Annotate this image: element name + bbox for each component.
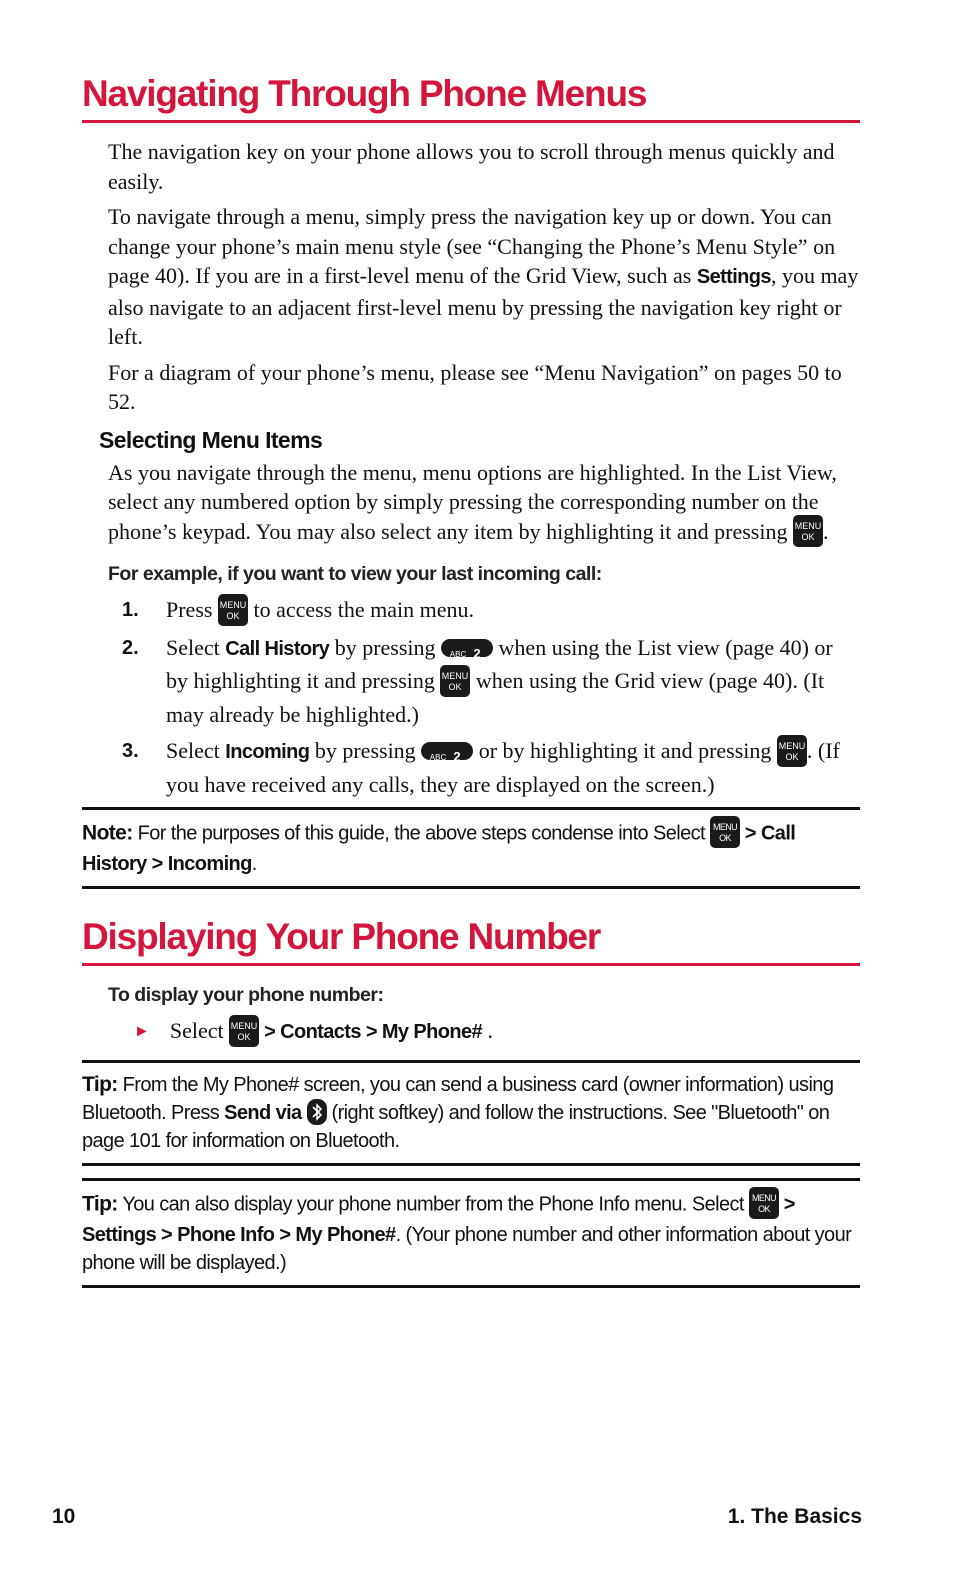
menu-ok-key-icon (793, 515, 823, 547)
incoming-label: Incoming (225, 741, 310, 764)
note-path: > Call History > Incoming (82, 822, 796, 876)
step-item: 3. Select Incoming by pressing ABC 2 or by highlighting it and pressing MENU OK . (If you have received any calls, they are displayed on the screen.) (122, 735, 860, 801)
settings-label: Settings (696, 266, 771, 288)
paragraph-diagram-ref: For a diagram of your phone’s menu, please see “Menu Navigation” on pages 50 to 52. (108, 359, 842, 414)
bullet-item: ► Select MENU OK > Contacts > My Phone# . (134, 1015, 860, 1050)
abc-2-key-icon (421, 742, 473, 765)
example-lead: For example, if you want to view your last incoming call: (108, 563, 602, 586)
svg-text:MENU: MENU (751, 1193, 776, 1204)
svg-text:MENU: MENU (712, 822, 738, 833)
menu-ok-key-icon (749, 1187, 779, 1219)
menu-ok-key-icon (218, 594, 248, 626)
svg-text:OK: OK (785, 752, 799, 763)
svg-text:2: 2 (473, 646, 481, 662)
svg-text:2: 2 (453, 749, 461, 765)
triangle-bullet-icon: ► (134, 1023, 150, 1041)
svg-text:OK: OK (719, 833, 731, 844)
chapter-label: 1. The Basics (727, 1505, 862, 1528)
contacts-path: > Contacts > My Phone# (259, 1021, 483, 1044)
tip-box-phone-info: Tip: You can also display your phone number from the Phone Info menu. Select MENU OK > Settings > Phone Info > My Phone#. (Your phone number and other information about your phone will be displayed.) (82, 1178, 860, 1288)
steps-list (82, 594, 860, 801)
menu-ok-key-icon (229, 1015, 259, 1047)
svg-text:MENU: MENU (230, 1021, 258, 1032)
section-body (108, 137, 860, 417)
tip-box-bluetooth: Tip: From the My Phone# screen, you can send a business card (owner information) using Bluetooth. Press Send via (right softkey) and follow the instructions. See "Bluetooth" on page 101 for information on Bluetooth. (82, 1060, 860, 1166)
svg-text:OK: OK (226, 611, 240, 622)
selecting-body (108, 458, 860, 550)
step-item: 2. Select Call History by pressing ABC 2 when using the List view (page 40) or by highlighting it and pressing MENU OK when using the Grid view (page 40). (It may already be highlighted.) (122, 635, 833, 728)
svg-text:OK: OK (801, 532, 815, 543)
paragraph-selecting: As you navigate through the menu, menu options are highlighted. In the List View, select any numbered option by simply pressing the corresponding number on the phone’s keypad. You may also select any item by highlighting it and pressing MENU OK . (108, 458, 860, 550)
svg-text:OK: OK (237, 1032, 251, 1043)
bluetooth-icon (307, 1099, 327, 1125)
section-title-displaying: Displaying Your Phone Number (82, 915, 860, 966)
section-title-navigating: Navigating Through Phone Menus (82, 72, 860, 123)
paragraph-intro: The navigation key on your phone allows you to scroll through menus quickly and easily. (108, 139, 835, 194)
phone-info-path: > Settings > Phone Info > My Phone# (82, 1193, 795, 1247)
menu-ok-key-icon (777, 735, 807, 767)
svg-text:OK: OK (448, 682, 462, 693)
tip-label: Tip: (82, 1192, 118, 1216)
menu-ok-key-icon (440, 665, 470, 697)
call-history-label: Call History (225, 638, 330, 661)
svg-text:MENU: MENU (442, 671, 469, 682)
menu-ok-key-icon (710, 816, 740, 848)
note-label: Note: (82, 821, 133, 845)
subheading-selecting-menu-items: Selecting Menu Items (99, 426, 323, 453)
display-lead: To display your phone number: (108, 984, 384, 1007)
abc-2-key-icon (441, 639, 493, 662)
svg-text:MENU: MENU (794, 521, 822, 532)
page-number: 10 (52, 1505, 76, 1528)
paragraph-navigate: To navigate through a menu, simply press the navigation key up or down. You can change your phone’s main menu style (see “Changing the Phone’s Menu Style” on page 40). If you are in a first-level menu of the Grid View, such as Settings, you may also navigate to an adjacent first-level menu by pressing the navigation key right or left. (108, 204, 859, 349)
send-via-label: Send via (224, 1102, 302, 1125)
svg-text:ABC: ABC (429, 753, 447, 763)
svg-text:OK: OK (757, 1204, 770, 1215)
step-item: 1. Press MENU OK to access the main menu. (122, 594, 860, 628)
tip-label: Tip: (82, 1073, 118, 1097)
note-box: Note: For the purposes of this guide, the above steps condense into Select MENU OK > Call History > Incoming. (82, 807, 860, 889)
svg-text:MENU: MENU (778, 741, 806, 752)
svg-text:MENU: MENU (219, 600, 247, 611)
svg-text:ABC: ABC (449, 650, 467, 660)
page-content (82, 72, 860, 1288)
